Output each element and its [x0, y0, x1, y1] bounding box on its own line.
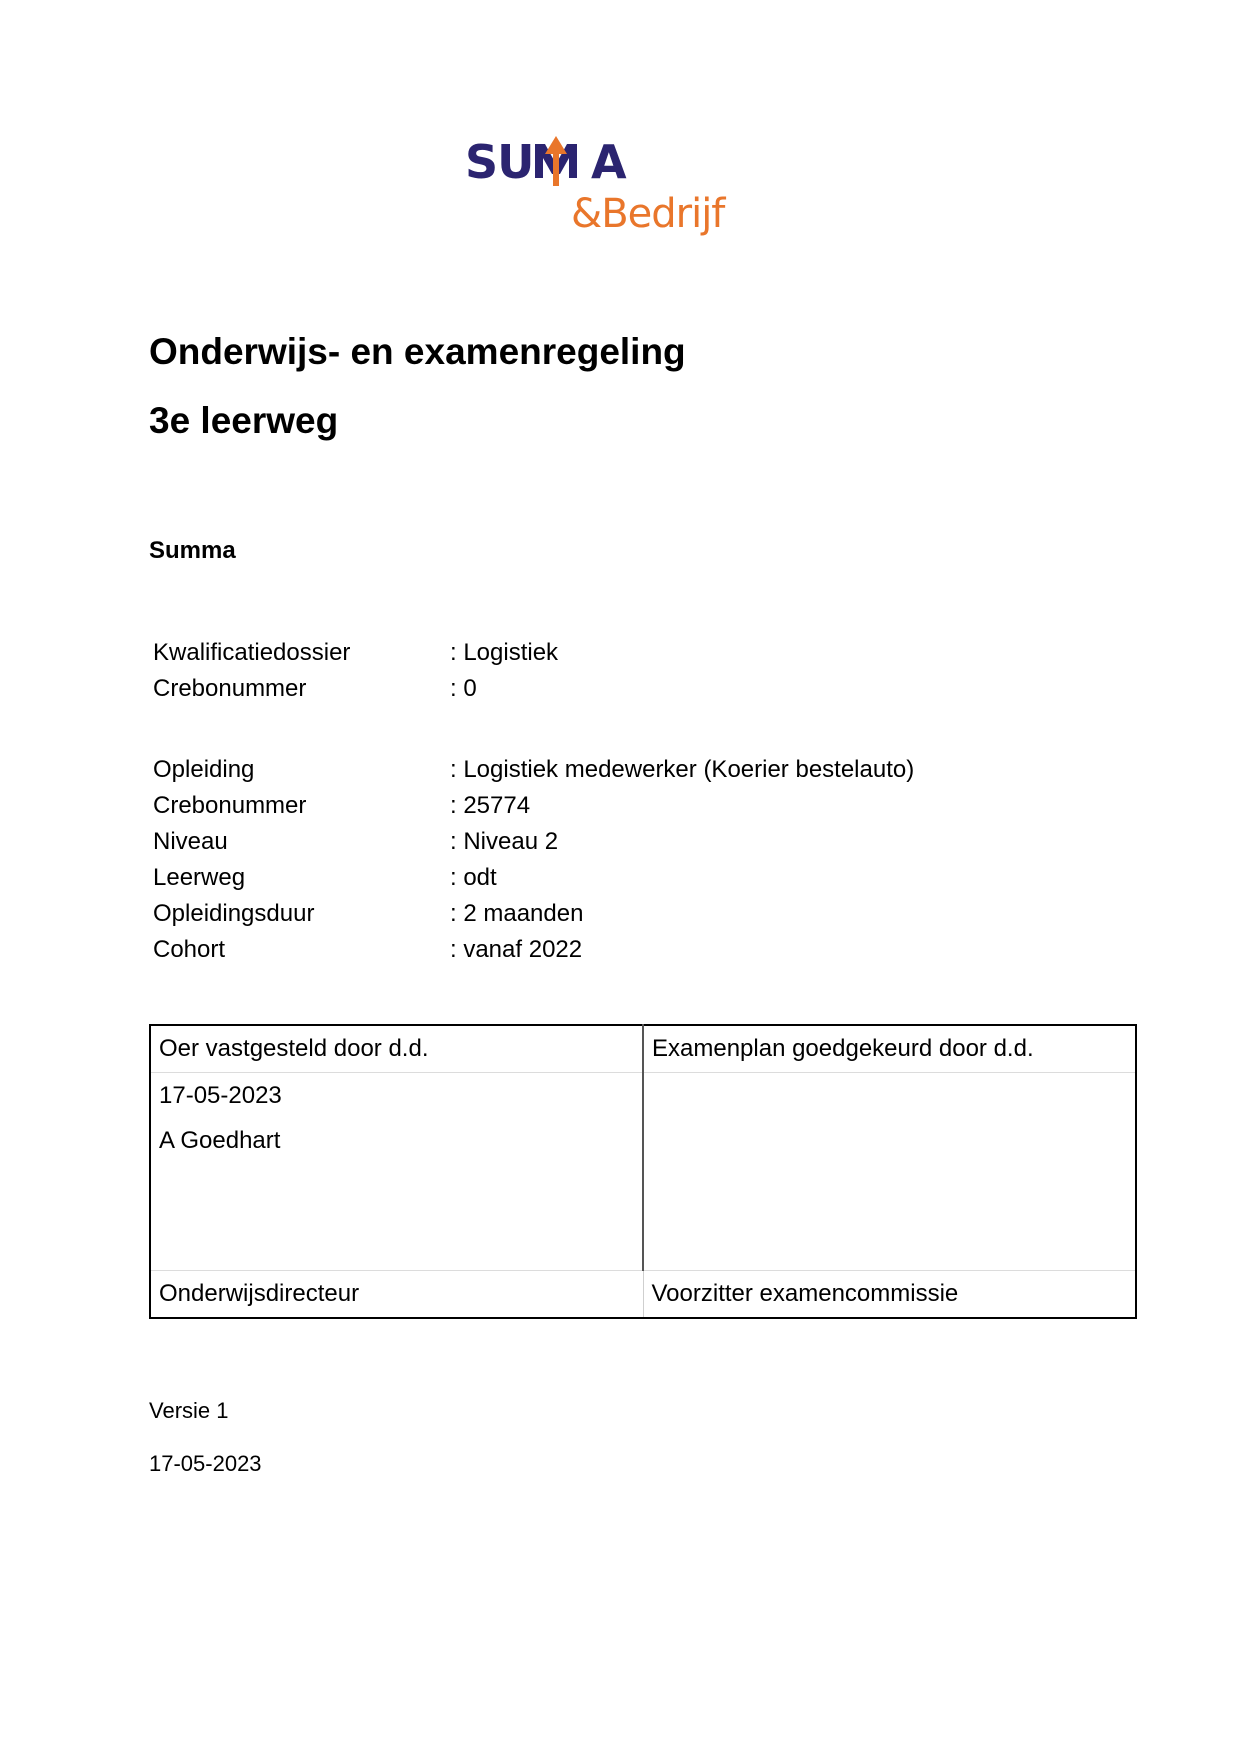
- examenplan-role-cell: Voorzitter examencommissie: [643, 1271, 1136, 1319]
- info-value: : 2 maanden: [450, 900, 584, 927]
- info-value: : 0: [450, 675, 477, 702]
- document-title: Onderwijs- en examenregeling: [149, 331, 686, 372]
- examenplan-signature-cell: [643, 1073, 1136, 1271]
- info-value: : odt: [450, 864, 497, 891]
- info-label: Niveau: [153, 828, 228, 855]
- info-label: Opleiding: [153, 756, 255, 783]
- info-row-leerweg: [153, 860, 914, 896]
- oer-role-cell: Onderwijsdirecteur: [150, 1271, 643, 1319]
- version-label: Versie 1: [149, 1398, 229, 1423]
- info-value: : 25774: [450, 792, 531, 819]
- qualification-info: [153, 635, 558, 707]
- svg-text:&Bedrijf: &Bedrijf: [571, 191, 725, 237]
- summa-logo: [465, 130, 765, 245]
- organization-name: Summa: [149, 537, 236, 564]
- info-value: : Logistiek: [450, 639, 559, 666]
- info-row-kwalificatiedossier: [153, 635, 558, 671]
- info-row-niveau: [153, 824, 914, 860]
- program-info: [153, 752, 914, 968]
- version-date: 17-05-2023: [149, 1451, 262, 1476]
- oer-header-cell: Oer vastgesteld door d.d.: [150, 1025, 643, 1073]
- info-label: Cohort: [153, 936, 226, 963]
- oer-date: 17-05-2023: [159, 1082, 282, 1109]
- oer-signature-cell: [150, 1073, 643, 1271]
- summa-logo-graphic: [465, 130, 765, 245]
- info-value: : Niveau 2: [450, 828, 559, 855]
- table-row: [150, 1025, 1136, 1073]
- info-label: Kwalificatiedossier: [153, 639, 351, 666]
- svg-text:SU: SU: [465, 135, 534, 189]
- info-row-opleiding: [153, 752, 914, 788]
- info-row-crebonummer: [153, 788, 914, 824]
- table-row: [150, 1073, 1136, 1271]
- info-value: : vanaf 2022: [450, 936, 583, 963]
- document-subtitle: 3e leerweg: [149, 400, 339, 441]
- examenplan-header-cell: Examenplan goedgekeurd door d.d.: [643, 1025, 1136, 1073]
- info-label: Crebonummer: [153, 792, 307, 819]
- table-row: [150, 1271, 1136, 1319]
- info-label: Crebonummer: [153, 675, 307, 702]
- info-value: : Logistiek medewerker (Koerier bestelauto): [450, 756, 915, 783]
- oer-signer-name: A Goedhart: [159, 1127, 281, 1154]
- info-row-opleidingsduur: [153, 896, 914, 932]
- info-label: Opleidingsduur: [153, 900, 315, 927]
- approval-table: [149, 1024, 1137, 1319]
- info-row-cohort: [153, 932, 914, 968]
- info-row-crebonummer: [153, 671, 558, 707]
- svg-text:A: A: [591, 135, 626, 189]
- info-label: Leerweg: [153, 864, 246, 891]
